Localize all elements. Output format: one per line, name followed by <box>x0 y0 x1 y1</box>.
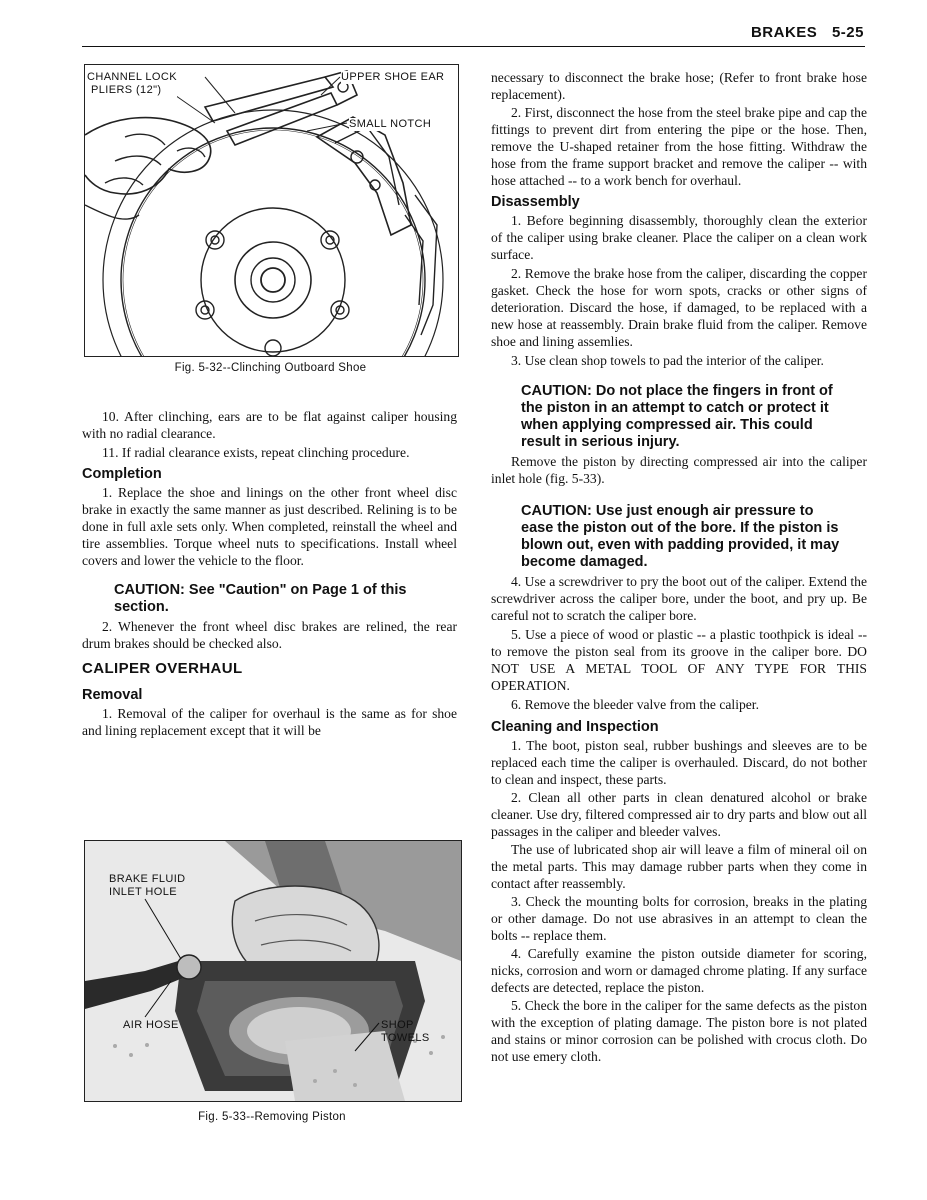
paragraph: 6. Remove the bleeder valve from the caliper. <box>511 697 759 712</box>
paragraph: 11. If radial clearance exists, repeat clinching procedure. <box>102 445 410 460</box>
right-column <box>491 69 867 1065</box>
paragraph: The use of lubricated shop air will leave a film of mineral oil on the metal parts. This may damage rubber parts when they come in contact after reassembly. <box>491 842 867 891</box>
running-header <box>741 24 864 41</box>
paragraph: 2. Whenever the front wheel disc brakes are relined, the rear drum brakes should be checked also. <box>82 619 457 651</box>
paragraph: 10. After clinching, ears are to be flat against caliper housing with no radial clearance. <box>82 409 457 441</box>
label-channel-lock-pliers <box>87 71 177 97</box>
paragraph: 2. First, disconnect the hose from the steel brake pipe and cap the fittings to prevent dirt from entering the pipe or the hose. Then, remove the U-shaped retainer from the hose fitting. Withdraw the hose from the frame support bracket and remove the caliper -- with hose attached -- to a work bench for overhaul. <box>491 105 867 188</box>
label-brake-fluid-inlet-hole <box>109 873 186 899</box>
paragraph: 1. The boot, piston seal, rubber bushings and sleeves are to be replaced each time the caliper is overhauled. Discard, do not bother to clean and inspect, these parts. <box>491 738 867 787</box>
paragraph: 3. Use clean shop towels to pad the interior of the caliper. <box>511 353 824 368</box>
paragraph: 4. Use a screwdriver to pry the boot out of the caliper. Extend the screwdriver across the caliper bore, under the boot, and pry up. Be careful not to scratch the caliper bore. <box>491 574 867 623</box>
section-title: BRAKES <box>750 24 818 41</box>
heading-removal: Removal <box>82 687 143 703</box>
figure-5-32-caption: Fig. 5-32--Clinching Outboard Shoe <box>174 362 367 374</box>
label-shop-towels <box>381 1019 430 1045</box>
figure-5-32 <box>84 64 459 357</box>
label-small-notch: SMALL NOTCH <box>349 118 432 130</box>
caution-note: CAUTION: Use just enough air pressure to ease the piston out of the bore. If the piston is blown out, even with padding provided, it may become damaged. <box>521 503 840 570</box>
clinching-shoe-illustration <box>85 65 458 356</box>
caution-note: CAUTION: Do not place the fingers in front of the piston in an attempt to catch or protect it when applying compressed air. This could result in serious injury. <box>521 383 833 450</box>
heading-caliper-overhaul: CALIPER OVERHAUL <box>82 660 243 677</box>
left-column <box>82 408 457 739</box>
label-air-hose: AIR HOSE <box>123 1019 179 1031</box>
label-line: TOWELS <box>381 1032 430 1044</box>
figure-5-33-caption: Fig. 5-33--Removing Piston <box>198 1111 346 1123</box>
paragraph: 1. Before beginning disassembly, thoroughly clean the exterior of the caliper using brake cleaner. Place the caliper on a clean work surface. <box>491 213 867 262</box>
paragraph: 5. Check the bore in the caliper for the same defects as the piston with the exception of plating damage. The piston bore is not plated and stains or minor corrosion can be polished with crocus cloth. Do not use emery cloth. <box>491 998 867 1064</box>
heading-completion: Completion <box>82 466 162 482</box>
page-number: 5-25 <box>831 24 864 41</box>
heading-cleaning-inspection: Cleaning and Inspection <box>491 719 659 735</box>
header-rule <box>82 46 865 47</box>
figure-5-33 <box>84 840 462 1102</box>
label-line: INLET HOLE <box>109 886 177 898</box>
label-line: BRAKE FLUID <box>109 873 186 885</box>
label-line: PLIERS (12") <box>91 84 162 96</box>
label-line: CHANNEL LOCK <box>87 71 177 83</box>
paragraph: 3. Check the mounting bolts for corrosion, breaks in the plating or other damage. Do not use abrasives in an attempt to clean the bolts -- replace them. <box>491 894 867 943</box>
paragraph: 2. Clean all other parts in clean denatured alcohol or brake cleaner. Use dry, filtered compressed air to dry parts and blow out all passages in the caliper and bleeder valves. <box>491 790 867 839</box>
label-upper-shoe-ear: UPPER SHOE EAR <box>341 71 445 83</box>
paragraph: necessary to disconnect the brake hose; (Refer to front brake hose replacement). <box>491 70 867 102</box>
paragraph: 1. Removal of the caliper for overhaul is the same as for shoe and lining replacement except that it will be <box>82 706 457 738</box>
heading-disassembly: Disassembly <box>491 194 580 210</box>
paragraph: 5. Use a piece of wood or plastic -- a plastic toothpick is ideal -- to remove the piston seal from its groove in the caliper bore. DO NOT USE A METAL TOOL OF ANY TYPE FOR THIS OPERATION. <box>491 627 867 693</box>
paragraph: Remove the piston by directing compressed air into the caliper inlet hole (fig. 5-33). <box>491 454 867 486</box>
paragraph: 4. Carefully examine the piston outside diameter for scoring, nicks, corrosion and worn or damaged chrome plating. If any surface defects are detected, replace the piston. <box>491 946 867 995</box>
caution-note: CAUTION: See "Caution" on Page 1 of this section. <box>114 582 407 615</box>
paragraph: 2. Remove the brake hose from the caliper, discarding the copper gasket. Check the hose for worn spots, cracks or other signs of deterioration. Discard the hose, if damaged, to be replaced with a new hose at reassembly. Drain brake fluid from the caliper. Remove shoe and lining assemlies. <box>491 266 867 349</box>
label-line: SHOP <box>381 1019 414 1031</box>
paragraph: 1. Replace the shoe and linings on the other front wheel disc brake in exactly the same manner as just described. Relining is to be done in full axle sets only. When completed, reinstall the wheel and tire assemblies. Torque wheel nuts to specifications. Install wheel covers and lower the vehicle to the floor. <box>82 485 457 568</box>
